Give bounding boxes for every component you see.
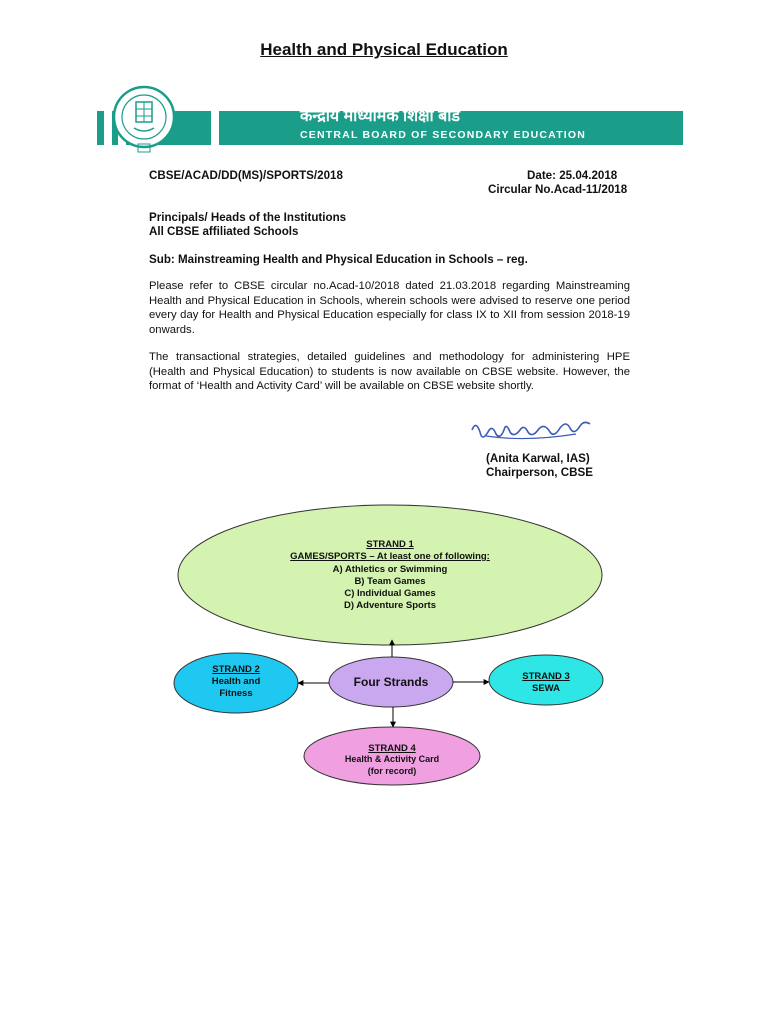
circular-date: Date: 25.04.2018 — [527, 169, 618, 182]
body-paragraph-1: Please refer to CBSE circular no.Acad-10/2018 dated 21.03.2018 regarding Mainstreaming Health and Physical Education in Schools, wherein schools were advised to reserve one period every day for Health and Physical Education especially for class IX to XII from session 2018-19 onwards. — [149, 280, 630, 336]
cbse-emblem-icon — [112, 82, 176, 156]
strand3-label: STRAND 3 — [522, 671, 570, 682]
strand4-text: Health & Activity Card — [344, 754, 440, 764]
strand3-text: SEWA — [532, 683, 560, 694]
signatory-name: (Anita Karwal, IAS) — [486, 452, 590, 465]
strand1-label: STRAND 1 — [366, 539, 414, 550]
page-title: Health and Physical Education — [260, 40, 508, 59]
strand1-item: C) Individual Games — [344, 588, 436, 599]
subject-line: Sub: Mainstreaming Health and Physical Education in Schools – reg. — [149, 253, 528, 266]
board-name-hindi: केन्द्रीय माध्यमिक शिक्षा बोर्ड — [300, 108, 460, 125]
strand1-item: D) Adventure Sports — [343, 600, 437, 611]
addressee-line-2: All CBSE affiliated Schools — [149, 225, 299, 238]
strand4-label: STRAND 4 — [368, 743, 416, 754]
circular-number: Circular No.Acad-11/2018 — [488, 183, 628, 196]
addressee-line-1: Principals/ Heads of the Institutions — [149, 211, 347, 224]
signature-icon — [466, 412, 606, 450]
strand4-text: (for record) — [367, 766, 417, 776]
strand2-label: STRAND 2 — [212, 664, 260, 675]
body-paragraph-2: The transactional strategies, detailed guidelines and methodology for administering HPE (Health and Physical Education) to students is now available on CBSE website. However, the format of ‘Health and Activity Card’ will be available on CBSE website shortly. — [149, 351, 630, 392]
reference-number: CBSE/ACAD/DD(MS)/SPORTS/2018 — [149, 169, 343, 182]
strand2-text: Fitness — [219, 688, 253, 699]
strand1-heading: GAMES/SPORTS – At least one of following: — [290, 551, 490, 562]
board-name-english: CENTRAL BOARD OF SECONDARY EDUCATION — [300, 129, 587, 141]
strand1-ellipse — [178, 505, 602, 645]
center-label: Four Strands — [353, 675, 429, 689]
strand2-text: Health and — [211, 676, 261, 687]
strand1-item: B) Team Games — [354, 576, 426, 587]
strand1-item: A) Athletics or Swimming — [332, 564, 448, 575]
signatory-title: Chairperson, CBSE — [486, 466, 593, 479]
